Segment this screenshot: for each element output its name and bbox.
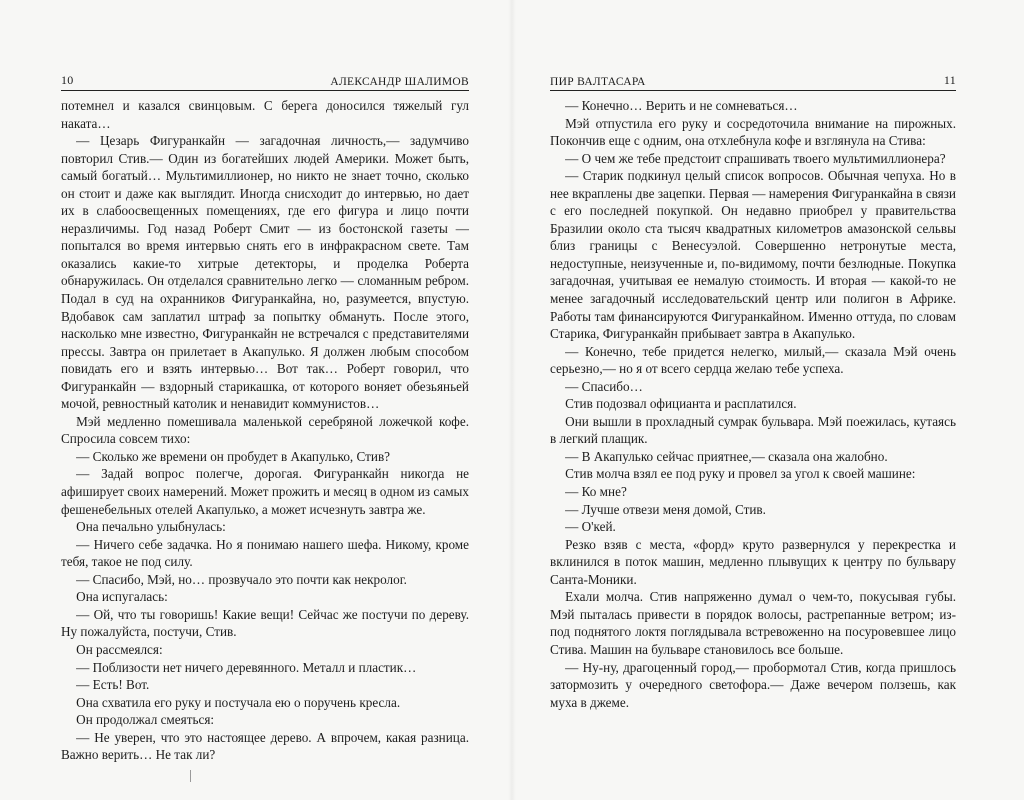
left-page-header [61,74,469,91]
paragraph: — Ой, что ты говоришь! Какие вещи! Сейчас же постучи по дереву. Ну пожалуйста, постучи, Стив. [61,606,469,640]
paragraph: — Ну-ну, драгоценный город,— пробормотал Стив, когда пришлось затормозить у очередного светофора.— Даже вечером ползешь, как муха в джеме. [550,659,956,710]
paragraph: — Спасибо, Мэй, но… прозвучало это почти как некролог. [76,571,407,587]
paragraph: — Спасибо… [565,378,643,394]
right-page-header [550,74,956,91]
scan-artifact-mark [190,770,191,782]
paragraph: Резко взяв с места, «форд» круто развернулся у перекрестка и вклинился в поток машин, медленно плывущих к центру по бульвару Санта-Моники. [550,536,956,587]
paragraph: — Есть! Вот. [76,677,150,693]
left-running-head: АЛЕКСАНДР ШАЛИМОВ [330,76,469,88]
paragraph: Мэй отпустила его руку и сосредоточила внимание на пирожных. Покончив еще с одним, она отхлебнула кофе и взглянула на Стива: [550,115,956,149]
left-page [61,74,469,764]
paragraph: — Не уверен, что это настоящее дерево. А впрочем, какая разница. Важно верить… Не так ли? [61,729,469,763]
paragraph: Она печально улыбнулась: [76,519,226,535]
paragraph: — Конечно… Верить и не сомневаться… [565,98,798,113]
left-page-number: 10 [61,73,74,87]
paragraph: — Задай вопрос полегче, дорогая. Фигуранкайн никогда не афиширует своих намерений. Может прожить и месяц в одном из самых фешенебельных отелей Акапулько, а может исчезнуть завтра же. [61,466,469,517]
right-running-head: ПИР ВАЛТАСАРА [550,76,646,88]
paragraph: — О'кей. [565,519,616,535]
paragraph: Стив молча взял ее под руку и провел за угол к своей машине: [565,466,916,482]
paragraph: Ехали молча. Стив напряженно думал о чем-то, покусывая губы. Мэй пыталась привести в порядок волосы, растрепанные ветром; из-под поднятого локтя поглядывала встревоженно на посуровевшее лицо Стива. Машин на бульваре становилось все больше. [550,589,956,657]
book-gutter [508,0,516,800]
paragraph: — Сколько же времени он пробудет в Акапулько, Стив? [76,448,391,464]
paragraph: — Ничего себе задачка. Но я понимаю нашего шефа. Никому, кроме тебя, такое не под силу. [61,536,469,570]
paragraph: Она испугалась: [76,589,168,605]
right-page [550,74,956,711]
paragraph: Он рассмеялся: [76,641,163,657]
paragraph: Она схватила его руку и постучала ею о поручень кресла. [76,694,401,710]
paragraph: — Цезарь Фигуранкайн — загадочная личность,— задумчиво повторил Стив.— Один из богатейших людей Америки. Может быть, самый богатый… Мультимиллионер, но никто не знает точно, сколько он стоит и даже как выглядит. Иногда снисходит до интервью, но дает их в слабоосвещенных помещениях, где его фигура и лицо почти неразличимы. Год назад Роберт Смит — из бостонской газеты — попытался во время интервью снять его в инфракрасном свете. Там оказались какие-то хитрые детекторы, и проделка Роберта обнаружилась. Он отделался сравнительно легко — сломанным ребром. Подал в суд на охранников Фигуранкайна, но, разумеется, впустую. Вдобавок сам заплатил штраф за попытку обмануть. После этого, насколько мне известно, Фигуранкайн не встречался с представителями прессы. Завтра он прилетает в Акапулько. Я должен любым способом повидать его и взять интервью… Вот так… Роберт говорил, что Фигуранкайн — вздорный старикашка, от которого воняет обезьяньей мочой, ревностный католик и ненавидит коммунистов… [61,133,469,412]
paragraph: — Лучше отвези меня домой, Стив. [565,501,766,517]
paragraph: — Конечно, тебе придется нелегко, милый,— сказала Мэй очень серьезно,— но я от всего сердца желаю тебе успеха. [550,343,956,377]
paragraph: — Поблизости нет ничего деревянного. Металл и пластик… [76,659,417,675]
paragraph: потемнел и казался свинцовым. С берега доносился тяжелый гул наката… [61,98,469,131]
paragraph: — Старик подкинул целый список вопросов. Обычная чепуха. Но в нее вкраплены две зацепки. Первая — намерения Фигуранкайна в связи с его последней покупкой. Он недавно приобрел у правительства Бразилии около ста тысяч квадратных километров амазонской сельвы близ границы с Венесуэлой. Совершенно нетронутые места, недоступные, неизученные и, по-видимому, почти безлюдные. Покупка загадочная, учитывая ее немалую стоимость. И вторая — какой-то не менее загадочный исследовательский центр или полигон в Африке. Работы там финансируются Фигуранкайном. Именно оттуда, по словам Старика, Фигуранкайн прибывает завтра в Акапулько. [550,168,956,342]
right-page-body [550,97,956,711]
paragraph: Мэй медленно помешивала маленькой серебряной ложечкой кофе. Спросила совсем тихо: [61,413,469,447]
paragraph: Он продолжал смеяться: [76,712,215,728]
paragraph: — О чем же тебе предстоит спрашивать твоего мультимиллионера? [565,150,946,166]
left-page-body [61,97,469,764]
right-page-number: 11 [943,73,956,87]
paragraph: Они вышли в прохладный сумрак бульвара. Мэй поежилась, кутаясь в легкий плащик. [550,413,956,447]
paragraph: Стив подозвал официанта и расплатился. [565,396,797,412]
paragraph: — В Акапулько сейчас приятнее,— сказала она жалобно. [565,448,888,464]
paragraph: — Ко мне? [565,484,627,500]
